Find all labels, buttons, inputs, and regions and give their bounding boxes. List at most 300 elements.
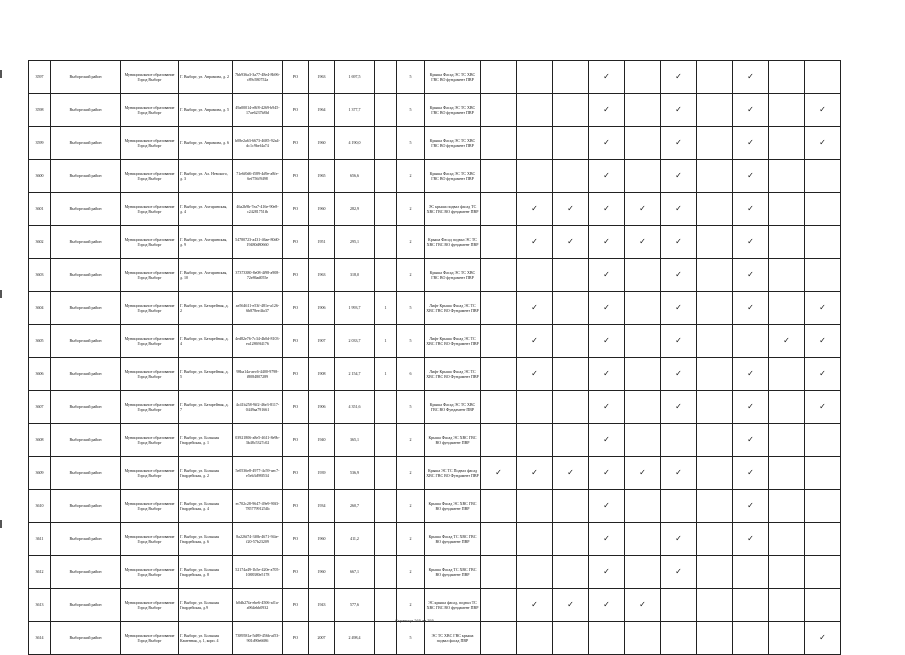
empty-cell xyxy=(697,622,733,655)
row-number: 3613 xyxy=(29,589,51,622)
floors-cell: 5 xyxy=(397,94,425,127)
check-mark-cell: ✓ xyxy=(733,292,769,325)
check-mark-cell: ✓ xyxy=(553,193,589,226)
district-cell: Выборгский район xyxy=(51,589,121,622)
check-mark-cell: ✓ xyxy=(517,193,553,226)
check-mark-cell: ✓ xyxy=(805,358,841,391)
empty-cell xyxy=(481,127,517,160)
check-mark-cell: ✓ xyxy=(661,226,697,259)
form-cell: РО xyxy=(283,259,309,292)
municipality-cell: Муниципальное образование Город Выборг xyxy=(121,61,179,94)
area-cell: 318,0 xyxy=(335,259,375,292)
empty-cell xyxy=(625,391,661,424)
empty-cell xyxy=(553,490,589,523)
empty-cell xyxy=(553,127,589,160)
empty-cell xyxy=(517,94,553,127)
works-cell: Крыша Фасад подвал ЭС ТС ХВС ГВС ВО фундамент ПВР xyxy=(425,226,481,259)
table-row xyxy=(29,226,841,259)
empty-cell xyxy=(769,622,805,655)
municipality-cell: Муниципальное образование Город Выборг xyxy=(121,127,179,160)
works-cell: Крыша Фасад ТС ХВС ГВС ВО фундамент ПВР xyxy=(425,556,481,589)
area-cell: 577,6 xyxy=(335,589,375,622)
empty-cell xyxy=(517,391,553,424)
table-row xyxy=(29,259,841,292)
year-cell: 1963 xyxy=(309,259,335,292)
address-cell: Г. Выборг, ул. Большая Каменная, д. 1, корп. 4 xyxy=(179,622,233,655)
check-mark-cell: ✓ xyxy=(661,391,697,424)
form-cell: РО xyxy=(283,589,309,622)
year-cell: 1951 xyxy=(309,226,335,259)
year-cell: 1960 xyxy=(309,127,335,160)
form-cell: РО xyxy=(283,523,309,556)
form-cell: РО xyxy=(283,457,309,490)
check-mark-cell: ✓ xyxy=(805,94,841,127)
empty-cell xyxy=(769,391,805,424)
empty-cell xyxy=(625,160,661,193)
check-mark-cell: ✓ xyxy=(733,391,769,424)
count-cell xyxy=(375,556,397,589)
year-cell: 1964 xyxy=(309,94,335,127)
empty-cell xyxy=(769,259,805,292)
year-cell: 1908 xyxy=(309,358,335,391)
empty-cell xyxy=(481,226,517,259)
works-cell: Лифт Крыша Фасад ЭС ТС ХВС ГВС ВО Фундамент ПВР xyxy=(425,358,481,391)
row-number: 3601 xyxy=(29,193,51,226)
empty-cell xyxy=(697,457,733,490)
table-row xyxy=(29,589,841,622)
empty-cell xyxy=(625,325,661,358)
check-mark-cell: ✓ xyxy=(481,457,517,490)
guid-cell: 5e0536e8-4977-4c59-aec7-e5eb3d98f534 xyxy=(233,457,283,490)
area-cell: 282,9 xyxy=(335,193,375,226)
district-cell: Выборгский район xyxy=(51,424,121,457)
check-mark-cell: ✓ xyxy=(733,160,769,193)
empty-cell xyxy=(481,193,517,226)
empty-cell xyxy=(625,424,661,457)
check-mark-cell: ✓ xyxy=(589,292,625,325)
check-mark-cell: ✓ xyxy=(733,226,769,259)
floors-cell: 2 xyxy=(397,490,425,523)
check-mark-cell: ✓ xyxy=(733,259,769,292)
year-cell: 1907 xyxy=(309,325,335,358)
count-cell xyxy=(375,61,397,94)
empty-cell xyxy=(553,94,589,127)
form-cell: РО xyxy=(283,292,309,325)
check-mark-cell: ✓ xyxy=(661,523,697,556)
area-cell: 667,1 xyxy=(335,556,375,589)
empty-cell xyxy=(805,226,841,259)
row-number: 3600 xyxy=(29,160,51,193)
form-cell: РО xyxy=(283,325,309,358)
check-mark-cell: ✓ xyxy=(589,358,625,391)
empty-cell xyxy=(481,94,517,127)
guid-cell: 4c41b258-9ff2-46e3-8117-0449aa791661 xyxy=(233,391,283,424)
empty-cell xyxy=(553,259,589,292)
district-cell: Выборгский район xyxy=(51,358,121,391)
table-row xyxy=(29,292,841,325)
area-cell: 4 190,0 xyxy=(335,127,375,160)
form-cell: РО xyxy=(283,391,309,424)
municipality-cell: Муниципальное образование Город Выборг xyxy=(121,523,179,556)
empty-cell xyxy=(553,358,589,391)
area-cell: 295,1 xyxy=(335,226,375,259)
count-cell xyxy=(375,160,397,193)
count-cell xyxy=(375,259,397,292)
empty-cell xyxy=(517,523,553,556)
empty-cell xyxy=(697,424,733,457)
empty-cell xyxy=(769,457,805,490)
municipality-cell: Муниципальное образование Город Выборг xyxy=(121,622,179,655)
district-cell: Выборгский район xyxy=(51,556,121,589)
empty-cell xyxy=(697,391,733,424)
address-cell: Г. Выборг, ул. Большая Гвардейская, д. 4 xyxy=(179,490,233,523)
empty-cell xyxy=(769,358,805,391)
row-number: 3614 xyxy=(29,622,51,655)
year-cell: 1906 xyxy=(309,391,335,424)
empty-cell xyxy=(661,424,697,457)
count-cell xyxy=(375,94,397,127)
table-row xyxy=(29,61,841,94)
address-cell: Г. Выборг, ул. Большая Гвардейская, д. 8 xyxy=(179,556,233,589)
empty-cell xyxy=(697,325,733,358)
check-mark-cell: ✓ xyxy=(733,94,769,127)
check-mark-cell: ✓ xyxy=(625,226,661,259)
empty-cell xyxy=(517,490,553,523)
guid-cell: 37373380-8e08-4f98-a908-72e86ad055e xyxy=(233,259,283,292)
check-mark-cell: ✓ xyxy=(589,160,625,193)
table-row xyxy=(29,94,841,127)
works-cell: Крыша Фасад ЭС ХВС ГВС ВО фундамент ПВР xyxy=(425,490,481,523)
check-mark-cell: ✓ xyxy=(733,424,769,457)
check-mark-cell: ✓ xyxy=(805,127,841,160)
guid-cell: 4ed82e76-7c34-4b0d-8103-ea12869f4176 xyxy=(233,325,283,358)
empty-cell xyxy=(769,424,805,457)
empty-cell xyxy=(625,127,661,160)
empty-cell xyxy=(625,490,661,523)
check-mark-cell: ✓ xyxy=(661,259,697,292)
empty-cell xyxy=(517,127,553,160)
year-cell: 2007 xyxy=(309,622,335,655)
area-cell: 365,1 xyxy=(335,424,375,457)
empty-cell xyxy=(481,325,517,358)
table-row xyxy=(29,127,841,160)
year-cell: 1965 xyxy=(309,160,335,193)
address-cell: Г. Выборг, ул. Батарейная, д. 7 xyxy=(179,391,233,424)
row-number: 3612 xyxy=(29,556,51,589)
empty-cell xyxy=(625,622,661,655)
municipality-cell: Муниципальное образование Город Выборг xyxy=(121,556,179,589)
empty-cell xyxy=(697,589,733,622)
municipality-cell: Муниципальное образование Город Выборг xyxy=(121,589,179,622)
works-cell: Крыша Фасад ЭС ТС ХВС ГВС ВО фундамент ПВР xyxy=(425,94,481,127)
municipality-cell: Муниципальное образование Город Выборг xyxy=(121,259,179,292)
empty-cell xyxy=(625,292,661,325)
form-cell: РО xyxy=(283,622,309,655)
empty-cell xyxy=(661,490,697,523)
empty-cell xyxy=(697,556,733,589)
municipality-cell: Муниципальное образование Город Выборг xyxy=(121,490,179,523)
check-mark-cell: ✓ xyxy=(733,523,769,556)
empty-cell xyxy=(697,193,733,226)
form-cell: РО xyxy=(283,61,309,94)
count-cell xyxy=(375,457,397,490)
empty-cell xyxy=(805,61,841,94)
check-mark-cell: ✓ xyxy=(805,622,841,655)
check-mark-cell: ✓ xyxy=(733,358,769,391)
check-mark-cell: ✓ xyxy=(733,61,769,94)
row-number: 3607 xyxy=(29,391,51,424)
floors-cell: 2 xyxy=(397,193,425,226)
empty-cell xyxy=(553,523,589,556)
count-cell: 1 xyxy=(375,358,397,391)
empty-cell xyxy=(661,589,697,622)
check-mark-cell: ✓ xyxy=(661,61,697,94)
area-cell: 2 498,4 xyxy=(335,622,375,655)
check-mark-cell: ✓ xyxy=(589,556,625,589)
empty-cell xyxy=(589,622,625,655)
floors-cell: 5 xyxy=(397,292,425,325)
empty-cell xyxy=(481,61,517,94)
empty-cell xyxy=(697,94,733,127)
page-number: Страница 265 из 355 xyxy=(395,618,434,623)
registry-table xyxy=(28,60,841,655)
municipality-cell: Муниципальное образование Город Выборг xyxy=(121,457,179,490)
empty-cell xyxy=(517,61,553,94)
area-cell: 656,6 xyxy=(335,160,375,193)
row-number: 3599 xyxy=(29,127,51,160)
municipality-cell: Муниципальное образование Город Выборг xyxy=(121,94,179,127)
floors-cell: 2 xyxy=(397,424,425,457)
empty-cell xyxy=(805,424,841,457)
check-mark-cell: ✓ xyxy=(733,193,769,226)
empty-cell xyxy=(625,523,661,556)
row-number: 3609 xyxy=(29,457,51,490)
empty-cell xyxy=(553,622,589,655)
guid-cell: 46a2b9b-7ea7-416e-90e8-c24281751fb xyxy=(233,193,283,226)
empty-cell xyxy=(553,424,589,457)
count-cell: 1 xyxy=(375,292,397,325)
check-mark-cell: ✓ xyxy=(589,457,625,490)
district-cell: Выборгский район xyxy=(51,457,121,490)
area-cell: 1 993,7 xyxy=(335,292,375,325)
empty-cell xyxy=(805,490,841,523)
empty-cell xyxy=(553,61,589,94)
table-row xyxy=(29,391,841,424)
empty-cell xyxy=(517,160,553,193)
floors-cell: 5 xyxy=(397,325,425,358)
check-mark-cell: ✓ xyxy=(517,589,553,622)
empty-cell xyxy=(625,259,661,292)
address-cell: Г. Выборг, ул. Ал. Невского, д. 3 xyxy=(179,160,233,193)
works-cell: Крыша ЭС ТС Подвал фасад ХВС ГВС ВО Фундамент ПВР xyxy=(425,457,481,490)
check-mark-cell: ✓ xyxy=(589,226,625,259)
floors-cell: 2 xyxy=(397,556,425,589)
empty-cell xyxy=(733,622,769,655)
check-mark-cell: ✓ xyxy=(661,292,697,325)
empty-cell xyxy=(517,622,553,655)
empty-cell xyxy=(625,358,661,391)
row-number: 3602 xyxy=(29,226,51,259)
works-cell: Крыша Фасад ЭС ТС ХВС ГВС ВО фундамент ПВР xyxy=(425,259,481,292)
district-cell: Выборгский район xyxy=(51,622,121,655)
count-cell xyxy=(375,391,397,424)
check-mark-cell: ✓ xyxy=(661,127,697,160)
form-cell: РО xyxy=(283,358,309,391)
guid-cell: 52174a49-1b5e-420e-a705-1088380e5178 xyxy=(233,556,283,589)
check-mark-cell: ✓ xyxy=(589,424,625,457)
row-number: 3610 xyxy=(29,490,51,523)
year-cell: 1934 xyxy=(309,490,335,523)
empty-cell xyxy=(697,259,733,292)
empty-cell xyxy=(517,259,553,292)
works-cell: ЭС крыша фасад, подвал ТС ХВС ГВС ВО фундамент ПВР xyxy=(425,589,481,622)
empty-cell xyxy=(481,424,517,457)
empty-cell xyxy=(553,391,589,424)
row-number: 3611 xyxy=(29,523,51,556)
address-cell: Г. Выборг, ул. Батарейная, д. 5 xyxy=(179,358,233,391)
table-row xyxy=(29,622,841,655)
check-mark-cell: ✓ xyxy=(661,325,697,358)
area-cell: 2 154,7 xyxy=(335,358,375,391)
empty-cell xyxy=(553,292,589,325)
form-cell: РО xyxy=(283,193,309,226)
empty-cell xyxy=(769,61,805,94)
district-cell: Выборгский район xyxy=(51,259,121,292)
floors-cell: 2 xyxy=(397,226,425,259)
empty-cell xyxy=(553,325,589,358)
district-cell: Выборгский район xyxy=(51,94,121,127)
count-cell xyxy=(375,193,397,226)
check-mark-cell: ✓ xyxy=(805,292,841,325)
table-row xyxy=(29,556,841,589)
empty-cell xyxy=(481,358,517,391)
works-cell: Крыша Фасад ЭС ТС ХВС ГВС ВО Фундамент ПВР xyxy=(425,391,481,424)
district-cell: Выборгский район xyxy=(51,325,121,358)
empty-cell xyxy=(769,94,805,127)
empty-cell xyxy=(553,160,589,193)
row-number: 3597 xyxy=(29,61,51,94)
table-row xyxy=(29,193,841,226)
empty-cell xyxy=(769,193,805,226)
municipality-cell: Муниципальное образование Город Выборг xyxy=(121,391,179,424)
empty-cell xyxy=(481,589,517,622)
address-cell: Г. Выборг, ул. Большая Гвардейская, д. 1 xyxy=(179,424,233,457)
municipality-cell: Муниципальное образование Город Выборг xyxy=(121,292,179,325)
empty-cell xyxy=(769,127,805,160)
row-number: 3604 xyxy=(29,292,51,325)
empty-cell xyxy=(733,556,769,589)
empty-cell xyxy=(733,325,769,358)
check-mark-cell: ✓ xyxy=(661,358,697,391)
form-cell: РО xyxy=(283,94,309,127)
guid-cell: 7bb936a3-3a77-48e4-8b96-c89c580752a xyxy=(233,61,283,94)
guid-cell: b0db27fa-ebe6-4506-af1a-a964ebb0932 xyxy=(233,589,283,622)
check-mark-cell: ✓ xyxy=(589,490,625,523)
check-mark-cell: ✓ xyxy=(661,160,697,193)
floors-cell: 6 xyxy=(397,358,425,391)
floors-cell: 2 xyxy=(397,259,425,292)
form-cell: РО xyxy=(283,556,309,589)
guid-cell: 03921806-a8e5-4611-8e9b-3b48c5327c02 xyxy=(233,424,283,457)
empty-cell xyxy=(769,226,805,259)
check-mark-cell: ✓ xyxy=(517,226,553,259)
year-cell: 1960 xyxy=(309,523,335,556)
district-cell: Выборгский район xyxy=(51,61,121,94)
empty-cell xyxy=(697,160,733,193)
guid-cell: 98ba14a-aec6-4400-9798-f8084807289 xyxy=(233,358,283,391)
table-body xyxy=(29,61,841,655)
empty-cell xyxy=(805,556,841,589)
address-cell: Г. Выборг, ул. Батарейная, д. 4 xyxy=(179,325,233,358)
district-cell: Выборгский район xyxy=(51,523,121,556)
district-cell: Выборгский район xyxy=(51,127,121,160)
floors-cell: 2 xyxy=(397,457,425,490)
district-cell: Выборгский район xyxy=(51,490,121,523)
district-cell: Выборгский район xyxy=(51,226,121,259)
floors-cell: 2 xyxy=(397,589,425,622)
check-mark-cell: ✓ xyxy=(661,556,697,589)
row-number: 3606 xyxy=(29,358,51,391)
year-cell: 1943 xyxy=(309,589,335,622)
check-mark-cell: ✓ xyxy=(661,457,697,490)
address-cell: Г. Выборг, ул. Аврамова, д. 2 xyxy=(179,61,233,94)
empty-cell xyxy=(481,259,517,292)
guid-cell: 71e6f0d6-f589-4d9e-a8fe-6ef756f9498 xyxy=(233,160,283,193)
year-cell: 1906 xyxy=(309,292,335,325)
works-cell: ЭС ТС ХВС ГВС крыша подвал фасад ПВР xyxy=(425,622,481,655)
guid-cell: ae564611-e53f-481e-a126-6b878ee4fa37 xyxy=(233,292,283,325)
year-cell: 1940 xyxy=(309,424,335,457)
empty-cell xyxy=(517,424,553,457)
empty-cell xyxy=(805,193,841,226)
works-cell: Лифт Крыша Фасад ЭС ТС ХВС ГВС ВО Фундамент ПВР xyxy=(425,292,481,325)
empty-cell xyxy=(661,622,697,655)
area-cell: 1 377,7 xyxy=(335,94,375,127)
check-mark-cell: ✓ xyxy=(805,391,841,424)
empty-cell xyxy=(625,94,661,127)
empty-cell xyxy=(769,556,805,589)
municipality-cell: Муниципальное образование Город Выборг xyxy=(121,424,179,457)
floors-cell: 5 xyxy=(397,61,425,94)
form-cell: РО xyxy=(283,127,309,160)
check-mark-cell: ✓ xyxy=(589,391,625,424)
check-mark-cell: ✓ xyxy=(517,325,553,358)
year-cell: 1960 xyxy=(309,556,335,589)
area-cell: 4 351,6 xyxy=(335,391,375,424)
check-mark-cell: ✓ xyxy=(733,490,769,523)
address-cell: Г. Выборг, ул. Большая Гвардейская, д.9 xyxy=(179,589,233,622)
floors-cell: 2 xyxy=(397,523,425,556)
check-mark-cell: ✓ xyxy=(517,358,553,391)
check-mark-cell: ✓ xyxy=(589,589,625,622)
area-cell: 411,2 xyxy=(335,523,375,556)
year-cell: 1939 xyxy=(309,457,335,490)
count-cell xyxy=(375,490,397,523)
table-row xyxy=(29,424,841,457)
count-cell xyxy=(375,424,397,457)
empty-cell xyxy=(769,589,805,622)
count-cell xyxy=(375,622,397,655)
empty-cell xyxy=(697,61,733,94)
address-cell: Г. Выборг, ул. Большая Гвардейская, д. 6 xyxy=(179,523,233,556)
empty-cell xyxy=(517,556,553,589)
works-cell: Крыша Фасад ЭС ТС ХВС ГВС ВО фундамент ПВР xyxy=(425,160,481,193)
empty-cell xyxy=(481,523,517,556)
row-number: 3608 xyxy=(29,424,51,457)
count-cell: 1 xyxy=(375,325,397,358)
check-mark-cell: ✓ xyxy=(553,589,589,622)
floors-cell: 2 xyxy=(397,160,425,193)
